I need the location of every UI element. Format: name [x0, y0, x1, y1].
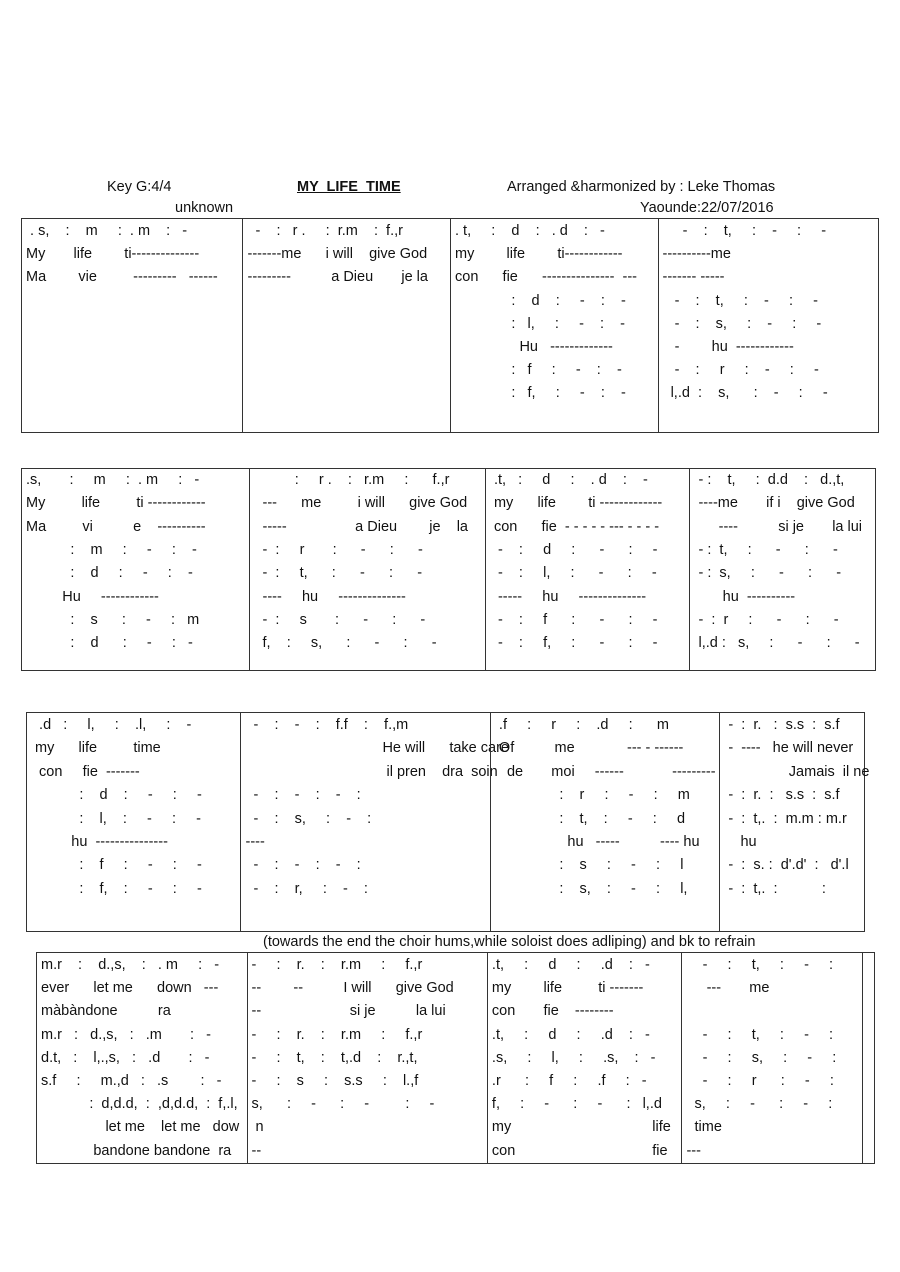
- notation-line: . s, : m : . m : -: [26, 223, 188, 239]
- notation-line: --- me: [686, 980, 770, 997]
- notation-line: : m : - : -: [26, 541, 197, 558]
- notation-line: --- me i will give God: [254, 495, 468, 512]
- notation-line: - : r, : - :: [245, 880, 368, 897]
- notation-line: Hu ------------: [26, 588, 159, 605]
- notation-line: - hu ------------: [662, 339, 794, 355]
- notation-line: Hu -------------: [455, 339, 613, 355]
- notation-line: hu: [724, 834, 757, 850]
- notation-line: .s, : l, : .s, : -: [491, 1049, 656, 1066]
- notation-line: s, : - : - :: [686, 1096, 833, 1113]
- measure: [487, 953, 682, 1163]
- notation-line: : t, : - : d: [494, 810, 686, 827]
- notation-line: n: [251, 1119, 264, 1136]
- notation-line: m.r : d.,s, : .m : -: [41, 1026, 211, 1043]
- place-date: Yaounde:22/07/2016: [640, 200, 774, 216]
- notation-line: .r : f : .f : -: [491, 1073, 647, 1089]
- notation-line: - : t, : - :: [686, 1026, 834, 1043]
- notation-line: - : r . : r.m : f.,r: [247, 223, 403, 239]
- notation-line: my life time: [31, 740, 161, 757]
- notation-line: Jamais il ne: [724, 763, 870, 780]
- notation-line: - : r. : r.m : f.,r: [251, 1026, 423, 1043]
- notation-line: my life: [491, 1119, 671, 1136]
- notation-line: My life ti--------------: [26, 246, 200, 263]
- notation-line: - : s, : - :: [245, 810, 372, 827]
- notation-line: - : - : f.f : f.,m: [245, 717, 409, 733]
- notation-line: il pren dra soin: [245, 763, 498, 780]
- notation-line: - : f : - : -: [489, 611, 658, 628]
- score-system-3: [26, 712, 870, 932]
- notation-line: : s : - : l: [494, 857, 684, 874]
- measure: [862, 953, 874, 1163]
- notation-line: con fie -------: [31, 763, 140, 780]
- notation-line: - : r. : r.m : f.,r: [251, 957, 423, 973]
- notation-line: .t, : d : . d : -: [489, 472, 648, 488]
- notation-line: con fie --------: [491, 1003, 614, 1020]
- notation-line: time: [686, 1119, 722, 1136]
- notation-line: He will take care: [245, 740, 509, 757]
- notation-line: .f : r : .d : m: [494, 717, 669, 733]
- notation-line: -- -- I will give God: [251, 980, 454, 997]
- notation-line: .d : l, : .l, : -: [31, 717, 192, 733]
- notation-line: s, : - : - : -: [251, 1096, 435, 1113]
- notation-line: hu ----------: [694, 588, 796, 605]
- notation-line: - : r : - : -: [694, 611, 839, 628]
- notation-line: con fie - - - - - --- - - - -: [489, 518, 660, 535]
- notation-line: : f : - : -: [31, 857, 202, 874]
- notation-line: : r . : r.m : f.,r: [254, 472, 450, 488]
- notation-line: ------- -----: [662, 269, 725, 286]
- notation-line: con fie --------------- ---: [455, 269, 638, 286]
- notation-line: hu ----- ---- hu: [494, 834, 700, 850]
- notation-line: : l, : - : -: [455, 315, 625, 332]
- notation-line: : s, : - : l,: [494, 880, 688, 897]
- measure: [658, 219, 878, 432]
- notation-line: - : t, : d.d : d.,t,: [694, 472, 845, 488]
- notation-line: màbàndone ra: [41, 1003, 171, 1020]
- notation-line: - : s, : - : -: [662, 315, 822, 332]
- notation-line: - : s : - : -: [254, 611, 426, 628]
- notation-line: bandone bandone ra: [41, 1142, 232, 1159]
- notation-line: : f : - : -: [455, 362, 622, 379]
- measure: [689, 469, 875, 670]
- notation-line: ---: [686, 1142, 701, 1159]
- notation-line: : d : - : -: [26, 565, 193, 582]
- notation-line: - : t,. : m.m : m.r: [724, 810, 847, 827]
- notation-line: m.r : d.,s, : . m : -: [41, 957, 220, 973]
- notation-line: - : s, : - :: [686, 1049, 837, 1066]
- notation-line: d.t, : l,.,s, : .d : -: [41, 1049, 210, 1066]
- notation-line: ----me if i give God: [694, 495, 855, 512]
- measure: [450, 219, 658, 432]
- measure: [485, 469, 690, 670]
- notation-line: my life ti -------: [491, 980, 644, 997]
- notation-line: ----: [245, 834, 265, 850]
- notation-line: - : s. : d'.d' : d'.l: [724, 857, 849, 874]
- notation-line: : d : - : -: [31, 787, 202, 804]
- notation-line: : r : - : m: [494, 787, 690, 804]
- notation-line: f, : s, : - : -: [254, 635, 437, 652]
- measure: [490, 713, 719, 931]
- notation-line: l,.d : s, : - : -: [694, 635, 860, 652]
- notation-line: - : t, : - :: [686, 957, 834, 973]
- notation-line: . t, : d : . d : -: [455, 223, 605, 239]
- measure: [37, 953, 247, 1163]
- notation-line: : f, : - : -: [455, 385, 626, 402]
- notation-line: .t, : d : .d : -: [491, 957, 650, 973]
- notation-line: - : d : - : -: [489, 541, 658, 558]
- notation-line: - ---- he will never: [724, 740, 854, 757]
- notation-line: : l, : - : -: [31, 810, 201, 827]
- notation-line: -- si je la lui: [251, 1003, 446, 1020]
- notation-line: : f, : - : -: [31, 880, 202, 897]
- measure: [22, 219, 242, 432]
- notation-line: f, : - : - : l,.d: [491, 1096, 662, 1113]
- notation-line: - : - : - :: [245, 787, 361, 804]
- notation-line: Ma vi e ----------: [26, 518, 206, 535]
- notation-line: : d : - : -: [455, 292, 626, 309]
- notation-line: ever let me down ---: [41, 980, 219, 997]
- notation-line: - : f, : - : -: [489, 635, 658, 652]
- notation-line: My life ti ------------: [26, 495, 206, 512]
- notation-line: - : r : - :: [686, 1073, 834, 1089]
- score-system-1: [21, 218, 879, 433]
- notation-line: - : t, : t,.d : r.,t,: [251, 1049, 418, 1066]
- notation-line: -------me i will give God: [247, 246, 428, 263]
- author: unknown: [175, 200, 234, 216]
- notation-line: - : - : - :: [245, 857, 361, 874]
- performance-note: (towards the end the choir hums,while soloist does adliping) and bk to refrain: [263, 934, 756, 950]
- arranger: Arranged &harmonized by : Leke Thomas: [507, 179, 776, 195]
- notation-line: ----- a Dieu je la: [254, 518, 468, 535]
- measure: [27, 713, 240, 931]
- notation-line: .s, : m : . m : -: [26, 472, 200, 488]
- notation-line: - : t, : - : -: [662, 292, 819, 309]
- notation-line: - : r. : s.s : s.f: [724, 787, 840, 804]
- notation-line: ---- hu --------------: [254, 588, 406, 605]
- notation-line: s.f : m.,d : .s : -: [41, 1073, 222, 1089]
- notation-line: ----- hu --------------: [489, 588, 647, 605]
- key-signature: Key G:4/4: [107, 179, 172, 195]
- notation-line: - : r : - : -: [254, 541, 423, 558]
- notation-line: --: [251, 1142, 262, 1159]
- notation-line: - : t,. : :: [724, 880, 826, 897]
- notation-line: my life ti------------: [455, 246, 623, 263]
- song-title: MY LIFE TIME: [297, 179, 401, 195]
- notation-line: --------- a Dieu je la: [247, 269, 428, 286]
- notation-line: con fie: [491, 1142, 668, 1159]
- measure: [249, 469, 484, 670]
- notation-line: de moi ------ ---------: [494, 763, 716, 780]
- notation-line: : s : - : m: [26, 611, 200, 628]
- measure: [240, 713, 509, 931]
- notation-line: Ma vie --------- ------: [26, 269, 218, 286]
- score-system-2: [21, 468, 876, 671]
- notation-line: - : s, : - : -: [694, 565, 842, 582]
- measure: [242, 219, 450, 432]
- score-system-4: [36, 952, 875, 1164]
- notation-line: - : r : - : -: [662, 362, 819, 379]
- notation-line: : d : - : -: [26, 635, 193, 652]
- notation-line: Of me --- - ------: [494, 740, 684, 757]
- notation-line: - : t, : - : -: [254, 565, 423, 582]
- measure: [681, 953, 862, 1163]
- notation-line: hu ---------------: [31, 834, 168, 850]
- measure: [22, 469, 249, 670]
- notation-line: - : s : s.s : l.,f: [251, 1073, 419, 1089]
- measure: [719, 713, 870, 931]
- notation-line: - : t, : - : -: [694, 541, 838, 558]
- notation-line: - : l, : - : -: [489, 565, 657, 582]
- notation-line: - : r. : s.s : s.f: [724, 717, 840, 733]
- measure: [247, 953, 487, 1163]
- notation-line: : d,d.d, : ,d,d.d, : f,.l,: [41, 1096, 238, 1113]
- notation-line: - : t, : - : -: [662, 223, 827, 239]
- notation-line: l,.d : s, : - : -: [662, 385, 828, 402]
- notation-line: .t, : d : .d : -: [491, 1026, 650, 1043]
- notation-line: let me let me dow: [41, 1119, 240, 1136]
- notation-line: ---- si je la lui: [694, 518, 863, 535]
- notation-line: ----------me: [662, 246, 731, 263]
- notation-line: my life ti -------------: [489, 495, 663, 512]
